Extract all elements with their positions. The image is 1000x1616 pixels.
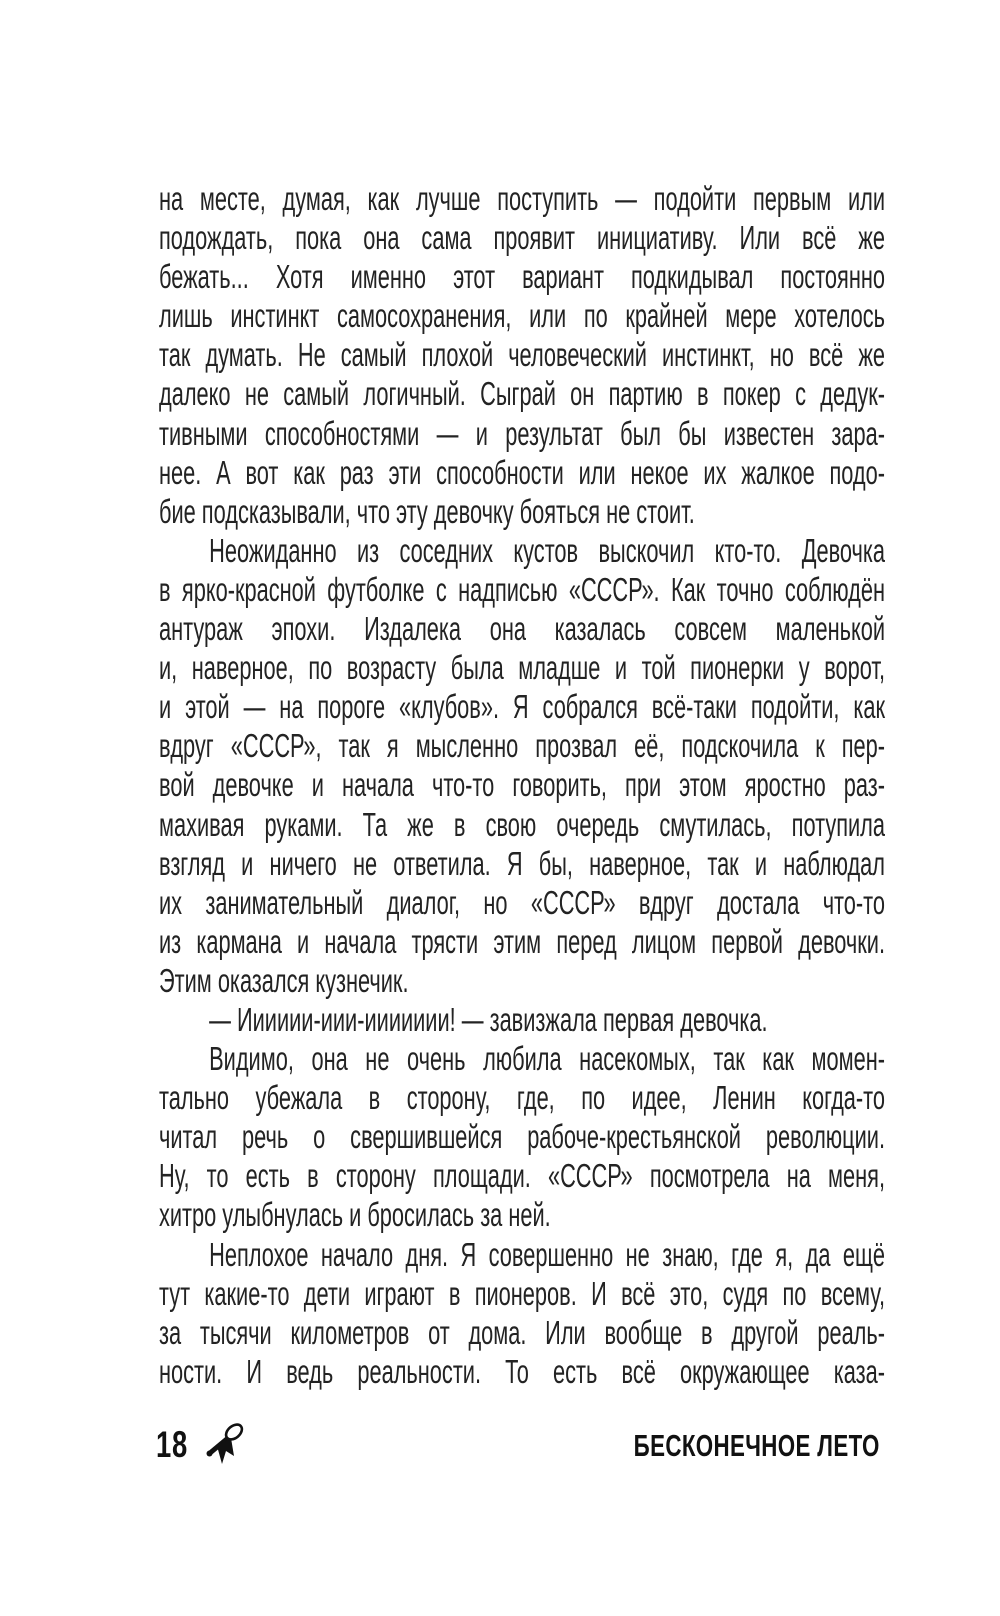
text-line: нее. А вот как раз эти способности или некое их жалкое подо- [159, 453, 885, 491]
running-title: БЕСКОНЕЧНОЕ ЛЕТО [633, 1428, 880, 1463]
dialogue-paragraph [159, 1000, 885, 1039]
text-line: антураж эпохи. Издалека она казалась совсем маленькой [159, 610, 885, 648]
text-line: взгляд и ничего не ответила. Я бы, наверное, так и наблюдал [159, 844, 885, 882]
text-line: Неожиданно из соседних кустов выскочил кто-то. Девочка [209, 531, 885, 569]
text-line: тут какие-то дети играют в пионеров. И всё это, судя по всему, [159, 1274, 885, 1312]
text-line: хитро улыбнулась и бросилась за ней. [159, 1196, 551, 1234]
text-line: так думать. Не самый плохой человеческий инстинкт, но всё же [159, 336, 885, 374]
paragraphs-container [159, 179, 885, 1391]
text-line: бие подсказывали, что эту девочку бояться не стоит. [159, 492, 695, 530]
text-line: Ну, то есть в сторону площади. «СССР» посмотрела на меня, [159, 1157, 885, 1195]
text-line: Неплохое начало дня. Я совершенно не знаю, где я, да ещё [209, 1235, 885, 1273]
body-text [159, 179, 885, 1399]
text-line: в ярко-красной футболке с надписью «СССР». Как точно соблюдён [159, 570, 885, 608]
text-line: их занимательный диалог, но «СССР» вдруг достала что-то [159, 883, 885, 921]
text-line: тально убежала в сторону, где, по идее, Ленин когда-то [159, 1079, 885, 1117]
paragraph [159, 179, 885, 531]
text-line: бежать... Хотя именно этот вариант подкидывал постоянно [159, 258, 885, 296]
text-line: вдруг «СССР», так я мысленно прозвал её, подскочила к пер- [159, 727, 885, 765]
text-line: лишь инстинкт самосохранения, или по крайней мере хотелось [159, 297, 885, 335]
paragraph [159, 1235, 885, 1391]
text-line: и этой — на пороге «клубов». Я собрался всё-таки подойти, как [159, 688, 885, 726]
paragraph [159, 1039, 885, 1234]
text-line: махивая руками. Та же в свою очередь смутилась, потупила [159, 805, 885, 843]
text-line: за тысячи километров от дома. Или вообще в другой реаль- [159, 1313, 885, 1351]
text-line: и, наверное, по возрасту была младше и той пионерки у ворот, [159, 649, 885, 687]
text-line: подождать, пока она сама проявит инициативу. Или всё же [159, 219, 885, 257]
text-line: далеко не самый логичный. Сыграй он партию в покер с дедук- [159, 375, 885, 413]
pioneer-bugle-icon [205, 1422, 245, 1470]
text-line: читал речь о свершившейся рабоче-крестьянской революции. [159, 1118, 885, 1156]
page-footer [0, 1410, 1000, 1480]
text-line: тивными способностями — и результат был бы известен зара- [159, 414, 885, 452]
paragraph [159, 531, 885, 1000]
text-line: ности. И ведь реальности. То есть всё окружающее каза- [159, 1352, 885, 1390]
text-line: на месте, думая, как лучше поступить — подойти первым или [159, 180, 885, 217]
text-line: из кармана и начала трясти этим перед лицом первой девочки. [159, 922, 885, 960]
text-line: Видимо, она не очень любила насекомых, так как момен- [209, 1040, 885, 1078]
text-line: Этим оказался кузнечик. [159, 961, 409, 999]
text-line: вой девочке и начала что-то говорить, при этом яростно раз- [159, 766, 885, 804]
page-number: 18 [156, 1424, 188, 1465]
text-line: — Ииииии-иии-иииииии! — завизжала первая девочка. [209, 1000, 768, 1038]
